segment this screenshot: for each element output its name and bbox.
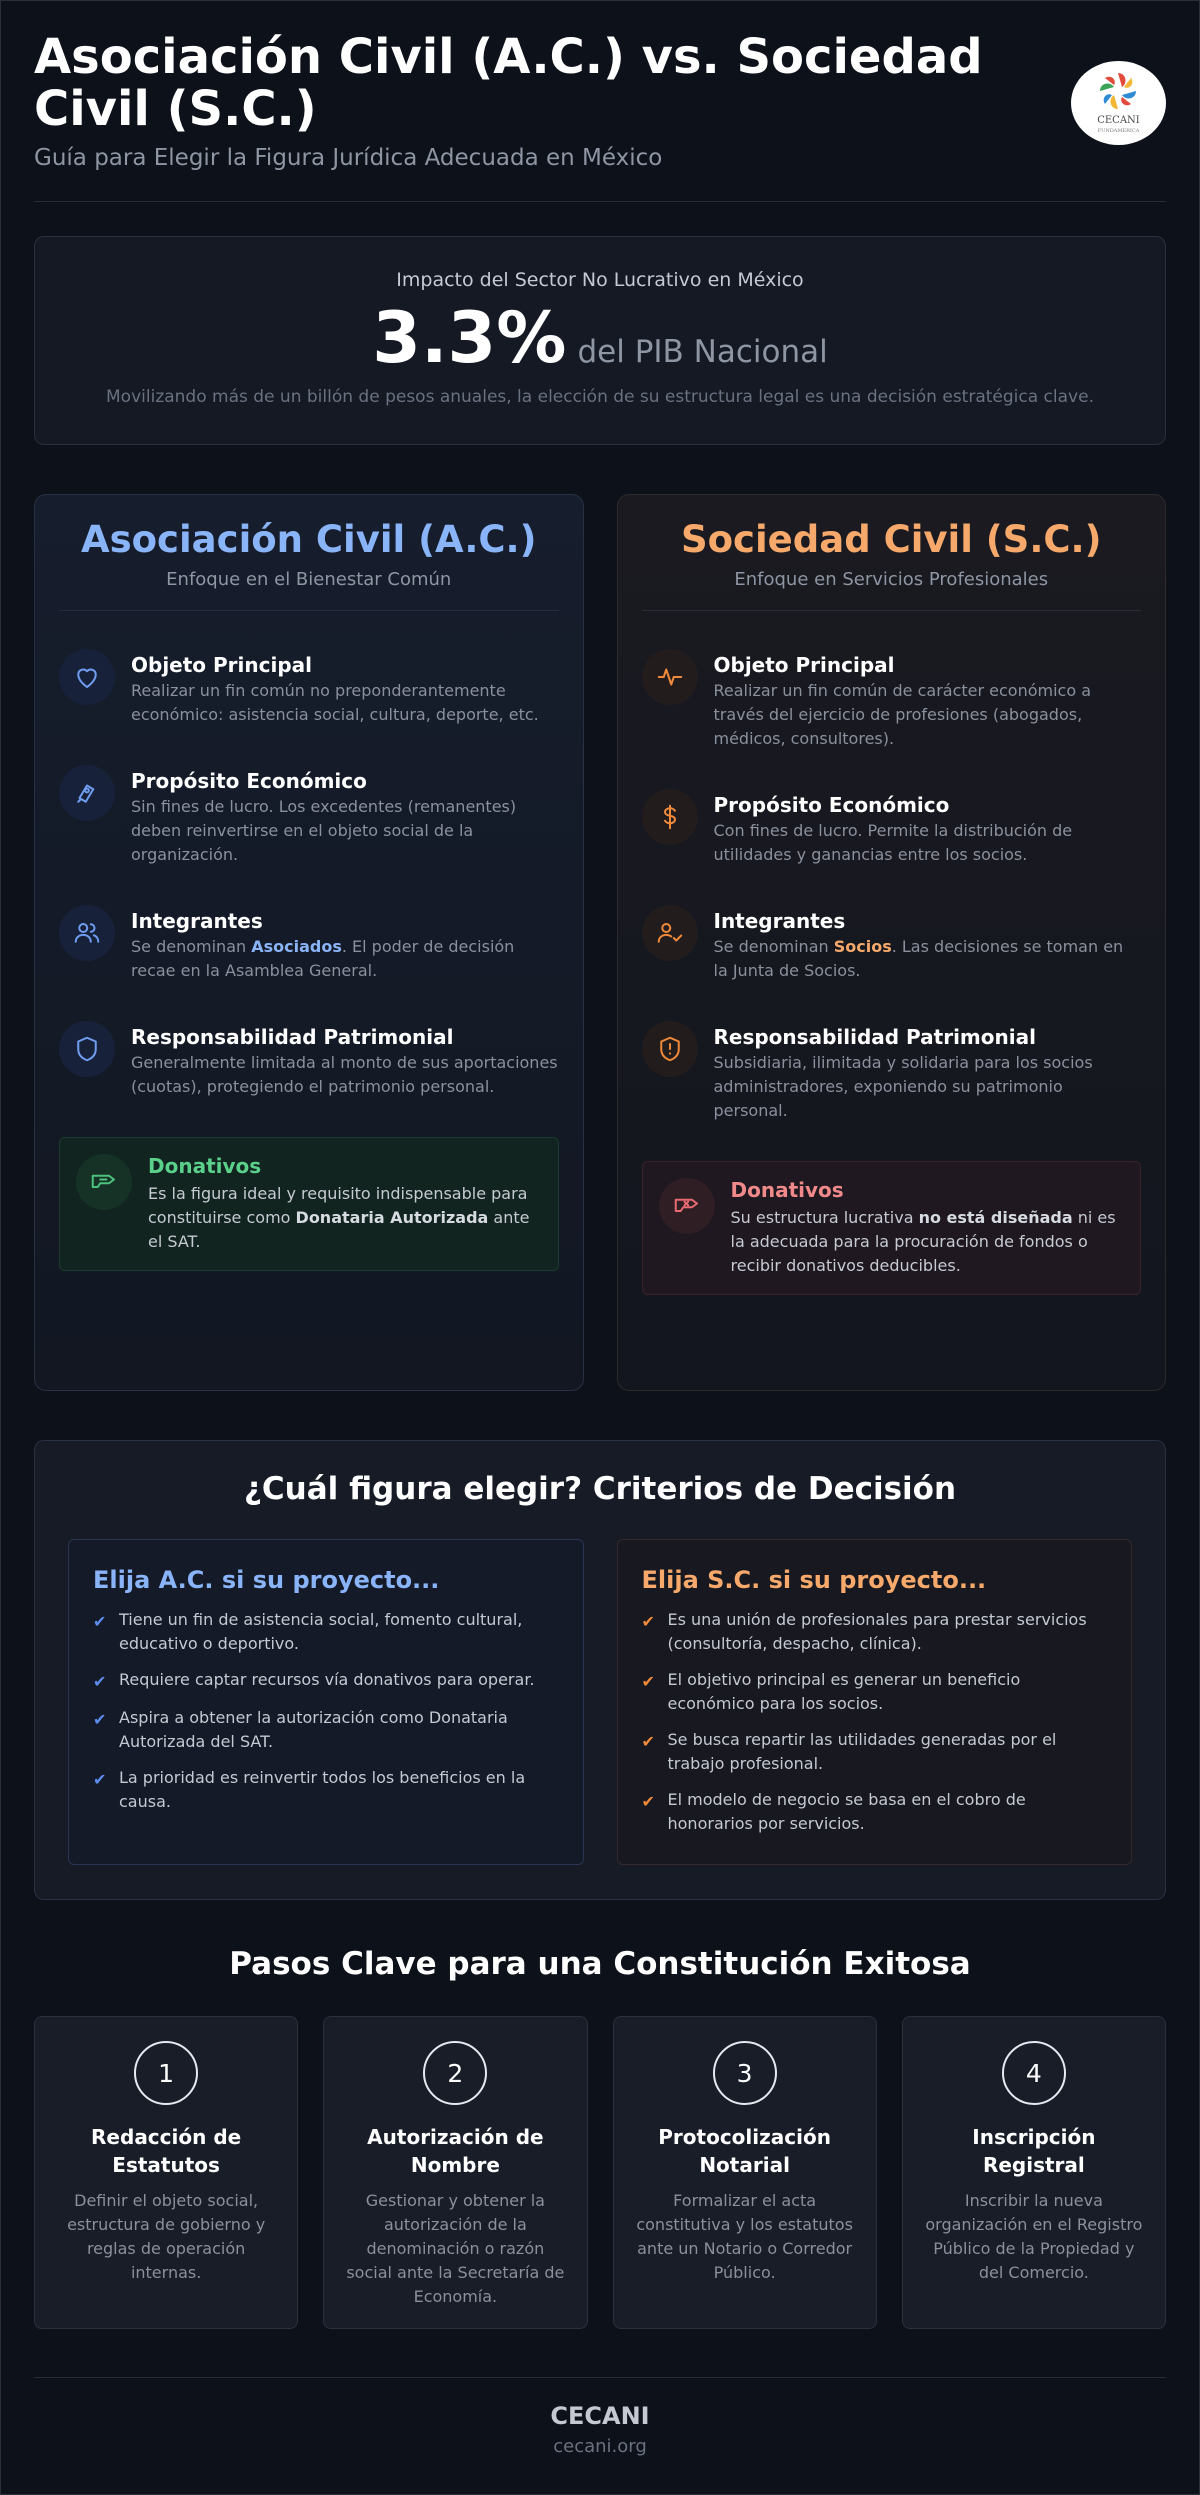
list-item-text: El objetivo principal es generar un beneficio económico para los socios. xyxy=(667,1670,1021,1713)
page-subtitle: Guía para Elegir la Figura Jurídica Adecuada en México xyxy=(34,145,663,171)
decision-sc-title: Elija S.C. si su proyecto... xyxy=(641,1566,987,1594)
text-segment: . El poder de decisión recae en la Asamblea General. xyxy=(131,937,515,980)
list-item xyxy=(93,1706,559,1754)
list-item xyxy=(93,1668,559,1694)
sc-feature-text xyxy=(714,935,1142,983)
sc-donations-text xyxy=(731,1206,1125,1278)
step-number: 1 xyxy=(134,2041,198,2105)
step-text: Inscribir la nueva organización en el Registro Público de la Propiedad y del Comercio. xyxy=(925,2191,1143,2282)
step-card xyxy=(323,2016,587,2329)
stat-box xyxy=(34,236,1166,445)
header xyxy=(34,1,1166,202)
decision-columns xyxy=(68,1539,1132,1865)
ac-title: Asociación Civil (A.C.) xyxy=(80,518,537,561)
step-title: Protocolización Notarial xyxy=(658,2125,831,2177)
ac-column xyxy=(34,494,584,1391)
decision-title: ¿Cuál figura elegir? Criterios de Decisión xyxy=(243,1471,957,1507)
ac-feature-text: Generalmente limitada al monto de sus aportaciones (cuotas), protegiendo el patrimonio personal. xyxy=(131,1053,558,1096)
sc-feature-integrantes xyxy=(642,905,1142,983)
sc-feature-title: Propósito Económico xyxy=(713,793,950,817)
logo-subtext: FUNDAMERICA xyxy=(1097,128,1140,134)
ac-feature-title: Integrantes xyxy=(131,909,263,933)
list-item-text: Se busca repartir las utilidades generadas por el trabajo profesional. xyxy=(667,1730,1057,1773)
sc-feature-objeto xyxy=(642,649,1142,751)
check-icon: ✔ xyxy=(641,1732,655,1751)
decision-sc-list xyxy=(642,1608,1108,1836)
ac-feature-objeto xyxy=(59,649,559,727)
donataria-highlight: Donataria Autorizada xyxy=(295,1208,489,1227)
step-number: 4 xyxy=(1002,2041,1066,2105)
dollar-icon xyxy=(642,789,698,845)
stat-value: 3.3% xyxy=(372,297,567,379)
ac-feature-responsabilidad xyxy=(59,1021,559,1099)
check-icon: ✔ xyxy=(93,1770,107,1789)
list-item-text: Es una unión de profesionales para prestar servicios (consultoría, despacho, clínica). xyxy=(667,1610,1087,1653)
comparison-columns xyxy=(34,494,1166,1391)
ac-donations-text xyxy=(148,1182,542,1254)
user-check-icon xyxy=(642,905,698,961)
sc-feature-proposito xyxy=(642,789,1142,867)
ac-feature-text: Realizar un fin común no preponderantemente económico: asistencia social, cultura, deporte, etc. xyxy=(131,681,539,724)
sc-feature-title: Objeto Principal xyxy=(713,653,895,677)
page-title: Asociación Civil (A.C.) vs. Sociedad Civil (S.C.) xyxy=(34,29,983,137)
ac-feature-integrantes xyxy=(59,905,559,983)
list-item xyxy=(93,1766,559,1814)
hand-x-icon xyxy=(659,1178,715,1234)
step-number: 3 xyxy=(713,2041,777,2105)
list-item xyxy=(642,1728,1108,1776)
decision-ac-title: Elija A.C. si su proyecto... xyxy=(93,1566,440,1594)
text-segment: Es la figura ideal y requisito indispensable para constituirse como xyxy=(148,1184,528,1227)
sc-feature-title: Integrantes xyxy=(713,909,846,933)
ac-feature-title: Objeto Principal xyxy=(131,653,312,677)
sc-title: Sociedad Civil (S.C.) xyxy=(680,518,1102,561)
activity-icon xyxy=(642,649,698,705)
no-disenada-highlight: no está diseñada xyxy=(918,1208,1073,1227)
ac-subtitle: Enfoque en el Bienestar Común xyxy=(59,569,559,611)
step-card xyxy=(34,2016,298,2329)
step-card xyxy=(902,2016,1166,2329)
decision-sc-card xyxy=(617,1539,1133,1865)
text-segment: Su estructura lucrativa xyxy=(730,1208,919,1227)
footer-url[interactable]: cecani.org xyxy=(553,2436,647,2457)
logo-wordmark: CECANI xyxy=(1097,115,1140,126)
ac-donations-box xyxy=(59,1137,559,1271)
text-segment: ni es la adecuada para la procuración de fondos o recibir donativos deducibles. xyxy=(730,1208,1116,1275)
footer-brand: CECANI xyxy=(550,2402,650,2430)
check-icon: ✔ xyxy=(93,1710,107,1729)
list-item xyxy=(642,1668,1108,1716)
ac-feature-title: Propósito Económico xyxy=(131,769,367,793)
step-text: Formalizar el acta constitutiva y los estatutos ante un Notario o Corredor Público. xyxy=(636,2191,853,2282)
sc-donations-title: Donativos xyxy=(730,1178,844,1202)
step-text: Definir el objeto social, estructura de gobierno y reglas de operación internas. xyxy=(67,2191,266,2282)
cecani-logo xyxy=(1071,61,1166,145)
hand-coins-icon xyxy=(59,765,115,821)
sc-subtitle: Enfoque en Servicios Profesionales xyxy=(642,569,1142,611)
step-title: Inscripción Registral xyxy=(972,2125,1096,2177)
check-icon: ✔ xyxy=(641,1792,655,1811)
sc-feature-text: Con fines de lucro. Permite la distribución de utilidades y ganancias entre los socios. xyxy=(713,821,1073,864)
list-item-text: El modelo de negocio se basa en el cobro de honorarios por servicios. xyxy=(667,1790,1026,1833)
ac-feature-text: Sin fines de lucro. Los excedentes (remanentes) deben reinvertirse en el objeto social de la organización. xyxy=(131,797,517,864)
step-title: Autorización de Nombre xyxy=(367,2125,544,2177)
list-item xyxy=(642,1608,1108,1656)
shield-alert-icon xyxy=(642,1021,698,1077)
stat-description: Movilizando más de un billón de pesos anuales, la elección de su estructura legal es una decisión estratégica clave. xyxy=(106,387,1094,407)
list-item xyxy=(93,1608,559,1656)
stat-unit: del PIB Nacional xyxy=(577,334,828,370)
text-segment: Se denominan xyxy=(713,937,834,956)
footer xyxy=(34,2377,1166,2457)
sc-feature-text: Realizar un fin común de carácter económico a través del ejercicio de profesiones (abogados, médicos, consultores). xyxy=(713,681,1092,748)
list-item-text: Aspira a obtener la autorización como Donataria Autorizada del SAT. xyxy=(119,1708,508,1751)
asociados-highlight: Asociados xyxy=(251,937,342,956)
ac-feature-proposito xyxy=(59,765,559,867)
step-title: Redacción de Estatutos xyxy=(91,2125,242,2177)
stat-label: Impacto del Sector No Lucrativo en México xyxy=(396,269,804,291)
check-icon: ✔ xyxy=(641,1672,655,1691)
ac-feature-title: Responsabilidad Patrimonial xyxy=(131,1025,454,1049)
heart-icon xyxy=(59,649,115,705)
list-item-text: Tiene un fin de asistencia social, fomento cultural, educativo o deportivo. xyxy=(119,1610,523,1653)
check-icon: ✔ xyxy=(93,1612,107,1631)
sc-feature-title: Responsabilidad Patrimonial xyxy=(713,1025,1036,1049)
steps-row xyxy=(34,2016,1166,2329)
users-icon xyxy=(59,905,115,961)
list-item-text: La prioridad es reinvertir todos los beneficios en la causa. xyxy=(119,1768,526,1811)
hand-heart-icon xyxy=(76,1154,132,1210)
text-segment: . Las decisiones se toman en la Junta de Socios. xyxy=(713,937,1124,980)
sc-column xyxy=(617,494,1167,1391)
shield-icon xyxy=(59,1021,115,1077)
ac-donations-title: Donativos xyxy=(148,1154,262,1178)
text-segment: Se denominan xyxy=(131,937,252,956)
check-icon: ✔ xyxy=(93,1672,107,1691)
steps-title: Pasos Clave para una Constitución Exitosa xyxy=(229,1946,971,1982)
decision-section xyxy=(34,1440,1166,1900)
decision-ac-list xyxy=(93,1608,559,1814)
step-number: 2 xyxy=(423,2041,487,2105)
sc-feature-text: Subsidiaria, ilimitada y solidaria para los socios administradores, exponiendo su patrimonio personal. xyxy=(713,1053,1093,1120)
list-item xyxy=(642,1788,1108,1836)
ac-feature-text xyxy=(131,935,559,983)
decision-ac-card xyxy=(68,1539,584,1865)
socios-highlight: Socios xyxy=(833,937,892,956)
check-icon: ✔ xyxy=(641,1612,655,1631)
sc-donations-box xyxy=(642,1161,1142,1295)
sc-feature-responsabilidad xyxy=(642,1021,1142,1123)
step-text: Gestionar y obtener la autorización de la denominación o razón social ante la Secretaría de Economía. xyxy=(346,2191,565,2306)
text-segment: ante el SAT. xyxy=(148,1208,530,1251)
list-item-text: Requiere captar recursos vía donativos para operar. xyxy=(119,1670,535,1689)
step-card xyxy=(613,2016,877,2329)
stat-line xyxy=(35,297,1165,379)
